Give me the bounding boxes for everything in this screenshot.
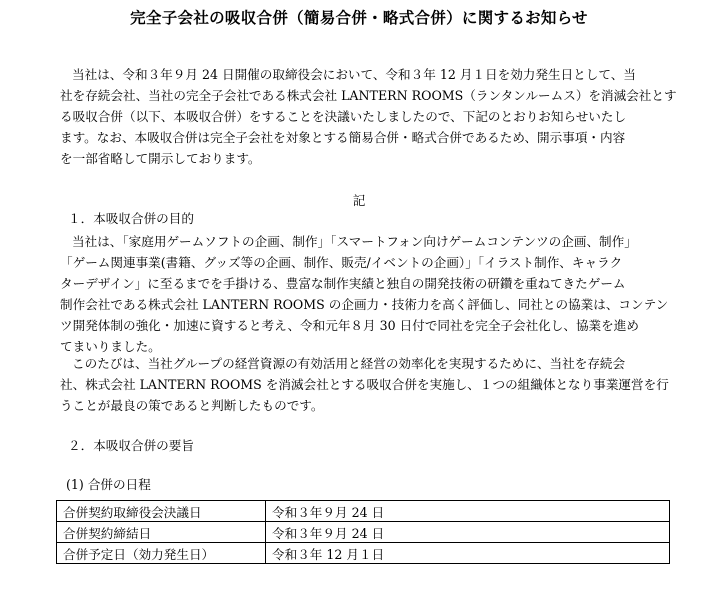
text-line: このたびは、当社グループの経営資源の有効活用と経営の効率化を実現するために、当社を存続会 <box>72 356 626 371</box>
section-1-heading: １．本吸収合併の目的 <box>68 211 194 226</box>
text-line: 制作会社である株式会社 LANTERN ROOMS の企画力・技術力を高く評価し、同社との協業は、コンテン <box>60 297 669 312</box>
text-line: 社、株式会社 LANTERN ROOMS を消滅会社とする吸収合併を実施し、１つの組織体となり事業運営を行 <box>60 377 669 392</box>
section-2-heading: ２．本吸収合併の要旨 <box>68 438 194 453</box>
text-line: 当社は、令和３年９月 24 日開催の取締役会において、令和３年 12 月１日を効力発生日として、当 <box>72 67 636 82</box>
table-cell-label: 合併契約締結日 <box>57 522 266 543</box>
section-1-paragraph-2 <box>60 353 670 416</box>
text-line: 「ゲーム関連事業(書籍、グッズ等の企画、制作、販売/イベントの企画）」「イラスト制作、キャラク <box>60 255 623 270</box>
table-row <box>57 501 670 522</box>
table-cell-date: 令和３年９月 24 日 <box>266 522 670 543</box>
text-line: ターデザイン」に至るまでを手掛ける、豊富な制作実績と独自の開発技術の研鑽を重ねてきたゲーム <box>60 276 626 291</box>
text-line: を一部省略して開示しております。 <box>60 151 261 166</box>
text-line: うことが最良の策であると判断したものです。 <box>60 398 324 413</box>
subsection-heading: (1) 合併の日程 <box>66 477 151 492</box>
table-cell-date: 令和３年９月 24 日 <box>266 501 670 522</box>
page-title: 完全子会社の吸収合併（簡易合併・略式合併）に関するお知らせ <box>130 9 588 27</box>
intro-paragraph <box>60 64 677 169</box>
ki-marker: 記 <box>352 193 366 208</box>
text-line: てまいりました。 <box>60 339 161 354</box>
table-cell-label: 合併契約取締役会決議日 <box>57 501 266 522</box>
text-line: ます。なお、本吸収合併は完全子会社を対象とする簡易合併・略式合併であるため、開示事項・内容 <box>60 130 626 145</box>
table-cell-date: 令和３年 12 月１日 <box>266 543 670 564</box>
section-1-paragraph-1 <box>60 231 670 357</box>
text-line: 当社は、「家庭用ゲームソフトの企画、制作」「スマートフォン向けゲームコンテンツの企画、制作」 <box>72 234 637 249</box>
text-line: る吸収合併（以下、本吸収合併）をすることを決議いたしましたので、下記のとおりお知らせいたし <box>60 109 627 124</box>
table-row <box>57 543 670 564</box>
table-row <box>57 522 670 543</box>
table-cell-label: 合併予定日（効力発生日） <box>57 543 266 564</box>
text-line: ツ開発体制の強化・加速に資すると考え、令和元年８月 30 日付で同社を完全子会社化し、協業を進め <box>60 318 639 333</box>
merger-schedule-table <box>56 500 670 564</box>
text-line: 社を存続会社、当社の完全子会社である株式会社 LANTERN ROOMS（ランタンルームス）を消滅会社とす <box>60 88 677 103</box>
